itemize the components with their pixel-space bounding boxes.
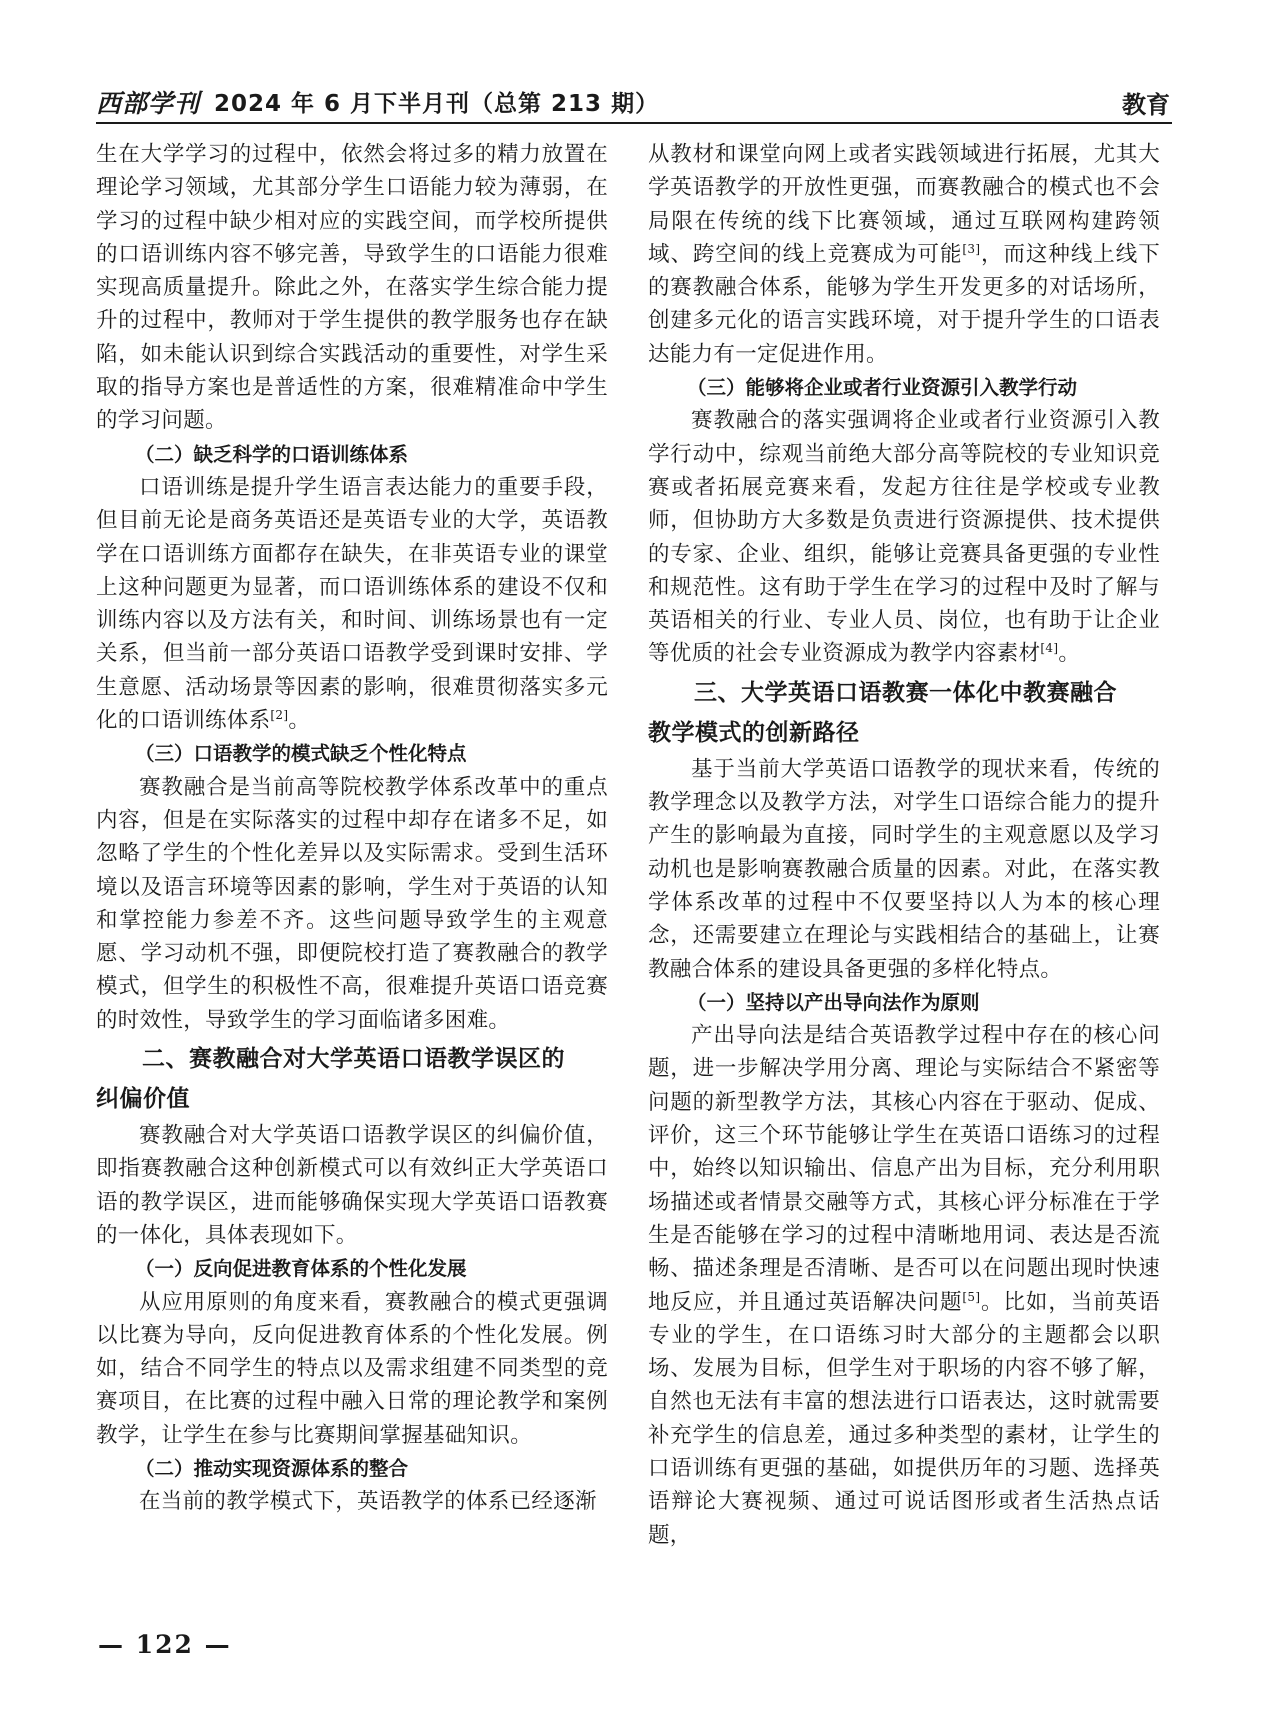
section-label: 教育 <box>1122 91 1170 119</box>
section-heading-line: 二、赛教融合对大学英语口语教学误区的 <box>142 1046 565 1073</box>
journal-logo: 西部学刊 <box>96 89 201 118</box>
running-header <box>96 84 1172 120</box>
section-heading <box>96 1039 608 1119</box>
body-paragraph: 从应用原则的角度来看，赛教融合的模式更强调以比赛为导向，反向促进教育体系的个性化发展。例如，结合不同学生的特点以及需求组建不同类型的竞赛项目，在比赛的过程中融入日常的理论教学和案例教学，让学生在参与比赛期间掌握基础知识。 <box>96 1289 608 1448</box>
citation-ref: [5] <box>962 1289 981 1304</box>
left-column <box>96 138 608 1519</box>
paragraph-text: 赛教融合的落实强调将企业或者行业资源引入教学行动中，综观当前绝大部分高等院校的专业知识竞赛或者拓展竞赛来看，发起方往往是学校或专业教师，但协助方大多数是负责进行资源提供、技术提供的专家、企业、组织，能够让竞赛具备更强的专业性和规范性。这有助于学生在学习的过程中及时了解与英语相关的行业、专业人员、岗位，也有助于让企业等优质的社会专业资源成为教学内容素材 <box>648 408 1160 667</box>
subsection-heading: （三）口语教学的模式缺乏个性化特点 <box>135 742 467 766</box>
paragraph-text: 口语训练是提升学生语言表达能力的重要手段，但目前无论是商务英语还是英语专业的大学，英语教学在口语训练方面都存在缺失，在非英语专业的课堂上这种问题更为显著，而口语训练体系的建设不仅和训练内容以及方法有关，和时间、训练场景也有一定关系，但当前一部分英语口语教学受到课时安排、学生意愿、活动场景等因素的影响，很难贯彻落实多元化的口语训练体系 <box>96 474 608 734</box>
body-paragraph: 赛教融合对大学英语口语教学误区的纠偏价值，即指赛教融合这种创新模式可以有效纠正大学英语口语的教学误区，进而能够确保实现大学英语口语教赛的一体化，具体表现如下。 <box>96 1123 608 1248</box>
subsection-heading: （三）能够将企业或者行业资源引入教学行动 <box>687 376 1078 400</box>
body-paragraph: 基于当前大学英语口语教学的现状来看，传统的教学理念以及教学方法，对学生口语综合能力的提升产生的影响最为直接，同时学生的主观意愿以及学习动机也是影响赛教融合质量的因素。对此，在落实教学体系改革的过程中不仅要坚持以人为本的核心理念，还需要建立在理论与实践相结合的基础上，让赛教融合体系的建设具备更强的多样化特点。 <box>648 756 1160 982</box>
right-column <box>648 138 1160 1552</box>
paragraph-text: 从教材和课堂向网上或者实践领域进行拓展，尤其大学英语教学的开放性更强，而赛教融合的模式也不会局限在传统的线下比赛领域，通过互联网构建跨领域、跨空间的线上竞赛成为可能 <box>648 142 1160 267</box>
subsection-heading: （一）坚持以产出导向法作为原则 <box>687 990 980 1014</box>
body-paragraph <box>648 1019 1160 1552</box>
section-heading <box>648 673 1160 753</box>
body-paragraph <box>96 471 608 737</box>
header-rule <box>96 122 1172 124</box>
citation-ref: [3] <box>962 241 981 256</box>
body-paragraph <box>648 138 1160 371</box>
section-heading-line: 纠偏价值 <box>96 1086 190 1113</box>
body-paragraph <box>648 404 1160 670</box>
paragraph-text: 。比如，当前英语专业的学生，在口语练习时大部分的主题都会以职场、发展为目标，但学生对于职场的内容不够了解，自然也无法有丰富的想法进行口语表达，这时就需要补充学生的信息差，通过多种类型的素材，让学生的口语训练有更强的基础，如提供历年的习题、选择英语辩论大赛视频、通过可说话图形或者生活热点话题， <box>648 1289 1160 1548</box>
citation-ref: [4] <box>1040 641 1059 656</box>
page-number: — 122 — <box>98 1630 232 1659</box>
paragraph-text: ，而这种线上线下的赛教融合体系，能够为学生开发更多的对话场所，创建多元化的语言实践环境，对于提升学生的口语表达能力有一定促进作用。 <box>648 241 1160 367</box>
paragraph-text: 。 <box>288 708 311 734</box>
subsection-heading: （一）反向促进教育体系的个性化发展 <box>135 1257 467 1281</box>
body-paragraph: 生在大学学习的过程中，依然会将过多的精力放置在理论学习领域，尤其部分学生口语能力较为薄弱，在学习的过程中缺少相对应的实践空间，而学校所提供的口语训练内容不够完善，导致学生的口语能力很难实现高质量提升。除此之外，在落实学生综合能力提升的过程中，教师对于学生提供的教学服务也存在缺陷，如未能认识到综合实践活动的重要性，对学生采取的指导方案也是普适性的方案，很难精准命中学生的学习问题。 <box>96 142 608 434</box>
section-heading-line: 三、大学英语口语教赛一体化中教赛融合 <box>694 679 1117 706</box>
citation-ref: [2] <box>270 707 289 722</box>
section-heading-line: 教学模式的创新路径 <box>648 719 860 746</box>
subsection-heading: （二）推动实现资源体系的整合 <box>135 1456 409 1480</box>
issue-info: 2024 年 6 月下半月刊（总第 213 期） <box>214 91 660 117</box>
paragraph-text: 。 <box>1058 641 1081 667</box>
paragraph-text: 产出导向法是结合英语教学过程中存在的核心问题，进一步解决学用分离、理论与实际结合不紧密等问题的新型教学方法，其核心内容在于驱动、促成、评价，这三个环节能够让学生在英语口语练习的过程中，始终以知识输出、信息产出为目标，充分利用职场描述或者情景交融等方式，其核心评分标准在于学生是否能够在学习的过程中清晰地用词、表达是否流畅、描述条理是否清晰、是否可以在问题出现时快速地反应，并且通过英语解决问题 <box>648 1023 1160 1315</box>
body-paragraph: 赛教融合是当前高等院校教学体系改革中的重点内容，但是在实际落实的过程中却存在诸多不足，如忽略了学生的个性化差异以及实际需求。受到生活环境以及语言环境等因素的影响，学生对于英语的认知和掌控能力参差不齐。这些问题导致学生的主观意愿、学习动机不强，即便院校打造了赛教融合的教学模式，但学生的积极性不高，很难提升英语口语竞赛的时效性，导致学生的学习面临诸多困难。 <box>96 774 608 1033</box>
body-paragraph: 在当前的教学模式下，英语教学的体系已经逐渐 <box>139 1489 597 1515</box>
subsection-heading: （二）缺乏科学的口语训练体系 <box>135 442 409 466</box>
